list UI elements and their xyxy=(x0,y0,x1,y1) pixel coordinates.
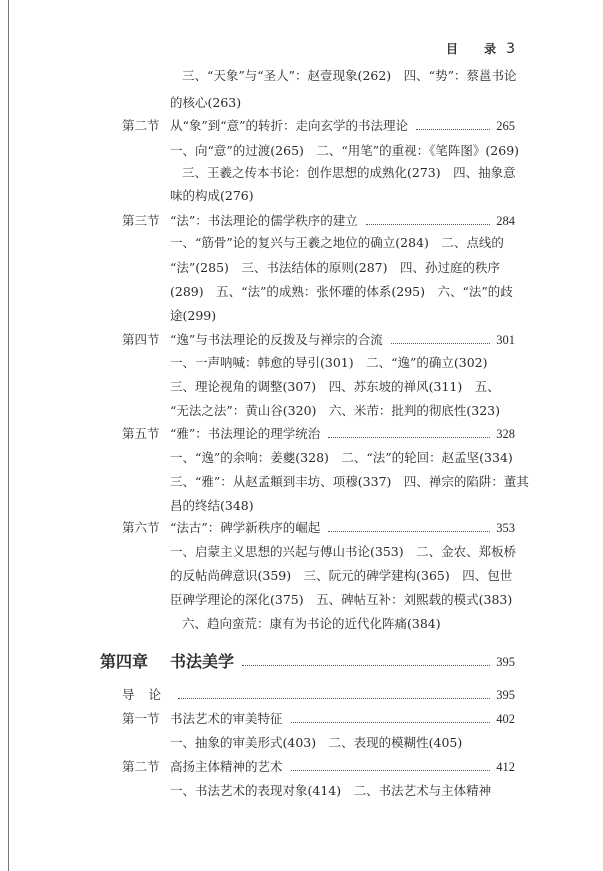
dot-leader xyxy=(291,757,491,771)
toc-subitems: 三、“天象”与“圣人”：赵壹现象(262) 四、“势”：蔡邕书论 xyxy=(182,68,517,83)
dot-leader xyxy=(328,424,490,438)
page-number: 3 xyxy=(506,41,515,57)
toc-subitems: 六、趋向蛮荒：康有为书论的近代化阵痛(384) xyxy=(182,616,441,631)
section-page: 265 xyxy=(496,119,515,133)
dot-leader xyxy=(242,650,490,666)
dot-leader xyxy=(178,685,490,699)
toc-subitems: 一、向“意”的过渡(265) 二、“用笔”的重视：《笔阵图》(269) xyxy=(170,143,520,158)
section-title: 从“象”到“意”的转折：走向玄学的书法理论 xyxy=(170,118,409,133)
toc-subitems: 三、理论视角的调整(307) 四、苏东坡的禅风(311) 五、 xyxy=(170,379,500,394)
toc-subitems: 味的构成(276) xyxy=(170,188,254,203)
toc-subitems: 途(299) xyxy=(170,308,217,323)
section-page: 402 xyxy=(496,712,515,726)
dot-leader xyxy=(366,211,490,225)
section-page: 353 xyxy=(496,521,515,535)
toc-section[interactable] xyxy=(122,424,515,444)
toc-section[interactable] xyxy=(122,757,515,777)
toc-subitems: 一、“筋骨”论的复兴与王羲之地位的确立(284) 二、点线的 xyxy=(170,235,504,250)
section-label: 第四节 xyxy=(122,332,160,347)
section-title: “法古”：碑学新秩序的崛起 xyxy=(170,520,321,535)
section-title: 书法艺术的审美特征 xyxy=(170,711,283,726)
chapter-title: 书法美学 xyxy=(170,652,235,671)
section-title: “雅”：书法理论的理学统治 xyxy=(170,426,321,441)
chapter-page: 395 xyxy=(496,655,515,669)
section-label: 第六节 xyxy=(122,520,160,535)
dot-leader xyxy=(328,518,490,532)
toc-subitems: 一、“逸”的余响：姜夔(328) 二、“法”的轮回：赵孟坚(334) xyxy=(170,450,513,465)
toc-section[interactable] xyxy=(122,211,515,231)
section-page: 395 xyxy=(496,688,515,702)
section-page: 328 xyxy=(496,427,515,441)
section-label: 第五节 xyxy=(122,426,160,441)
toc-subitems: 三、王羲之传本书论：创作思想的成熟化(273) 四、抽象意 xyxy=(182,165,516,180)
dot-leader xyxy=(291,709,491,723)
section-label: 第二节 xyxy=(122,118,160,133)
toc-subitems: 一、启蒙主义思想的兴起与傅山书论(353) 二、金农、郑板桥 xyxy=(170,544,517,559)
running-header xyxy=(446,40,515,57)
toc-section[interactable] xyxy=(122,709,515,729)
toc-subitems: 的反帖尚碑意识(359) 三、阮元的碑学建构(365) 四、包世 xyxy=(170,568,513,583)
section-label: 第一节 xyxy=(122,711,160,726)
section-page: 301 xyxy=(496,333,515,347)
header-title-1: 目 xyxy=(446,42,459,56)
section-label: 第二节 xyxy=(122,759,160,774)
section-title: 高扬主体精神的艺术 xyxy=(170,759,283,774)
section-label: 第三节 xyxy=(122,213,160,228)
toc-subitems: “法”(285) 三、书法结体的原则(287) 四、孙过庭的秩序 xyxy=(170,260,501,275)
dot-leader xyxy=(416,116,490,130)
dot-leader xyxy=(391,330,490,344)
toc-subitems: (289) 五、“法”的成熟：张怀瓘的体系(295) 六、“法”的歧 xyxy=(170,284,513,299)
toc-subitems: 昌的终结(348) xyxy=(170,498,254,513)
toc-subitems: 的核心(263) xyxy=(170,95,242,110)
toc-subitems: 臣碑学理论的深化(375) 五、碑帖互补：刘熙载的模式(383) xyxy=(170,592,513,607)
section-page: 412 xyxy=(496,760,515,774)
toc-subitems: 一、一声呐喊：韩愈的导引(301) 二、“逸”的确立(302) xyxy=(170,355,488,370)
page-edge-line xyxy=(8,0,9,871)
toc-section[interactable] xyxy=(122,330,515,350)
toc-section[interactable] xyxy=(122,116,515,136)
header-title-2: 录 xyxy=(484,42,497,56)
toc-chapter[interactable] xyxy=(100,650,515,674)
section-title: “法”：书法理论的儒学秩序的建立 xyxy=(170,213,358,228)
toc-subitems: 三、“雅”：从赵孟頫到丰坊、项穆(337) 四、禅宗的陷阱：董其 xyxy=(170,474,529,489)
toc-section-intro[interactable] xyxy=(122,685,515,705)
toc-subitems: 一、抽象的审美形式(403) 二、表现的模糊性(405) xyxy=(170,735,463,750)
toc-subitems: “无法之法”：黄山谷(320) 六、米芾：批判的彻底性(323) xyxy=(170,403,501,418)
section-title: “逸”与书法理论的反拨及与禅宗的合流 xyxy=(170,332,383,347)
chapter-label: 第四章 xyxy=(100,652,149,671)
toc-subitems: 一、书法艺术的表现对象(414) 二、书法艺术与主体精神 xyxy=(170,783,492,798)
toc-section[interactable] xyxy=(122,518,515,538)
section-page: 284 xyxy=(496,214,515,228)
section-label: 导论 xyxy=(122,687,176,702)
